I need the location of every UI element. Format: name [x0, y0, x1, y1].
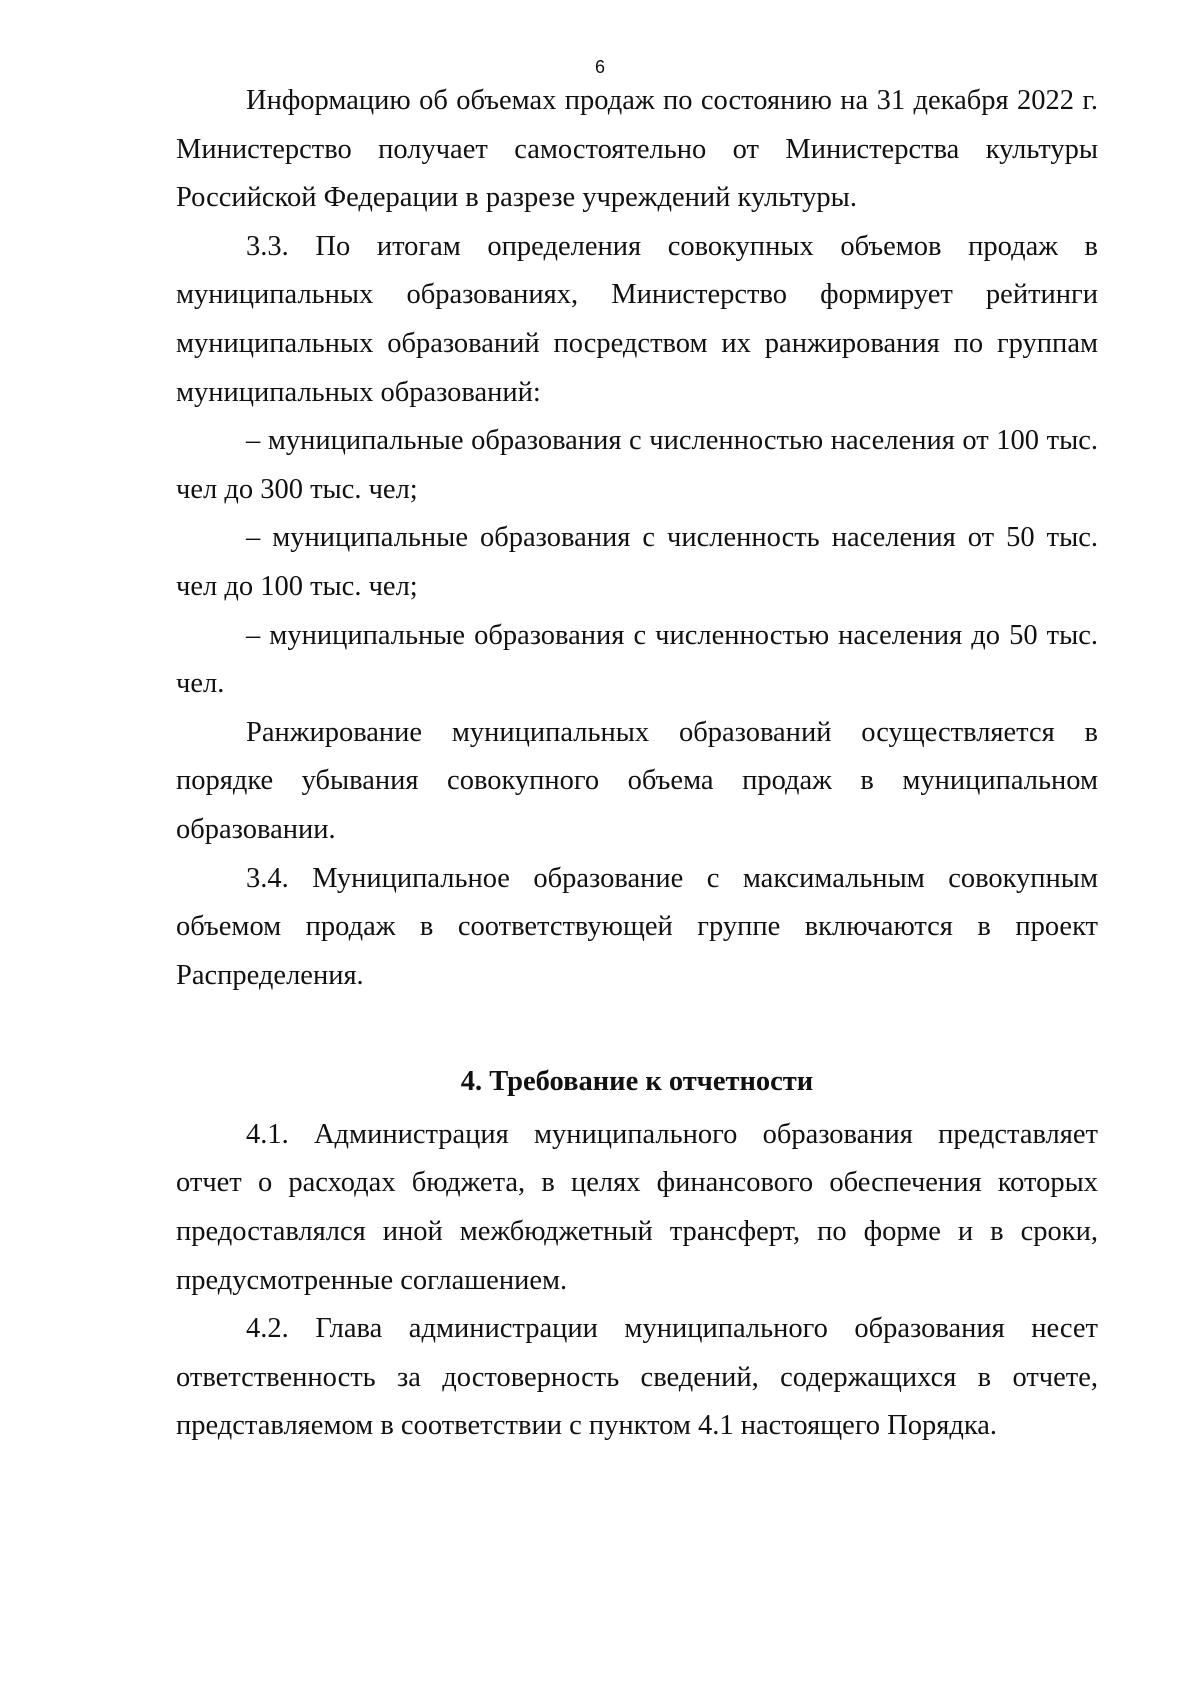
list-item-group-50-100: – муниципальные образования с численность населения от 50 тыс. чел до 100 тыс. чел; [176, 522, 1098, 602]
section-4-heading: 4. Требование к отчетности [460, 1066, 814, 1098]
paragraph-4-1: 4.1. Администрация муниципального образования представляет отчет о расходах бюджета, в целях финансового обеспечения которых предоставлялся иной межбюджетный трансферт, по форме и в сроки, предусмотренные соглашением. [176, 1118, 1098, 1296]
paragraph-ranking: Ранжирование муниципальных образований осуществляется в порядке убывания совокупного объема продаж в муниципальном образовании. [176, 716, 1098, 845]
page-number: 6 [594, 57, 605, 77]
paragraph-3-3: 3.3. По итогам определения совокупных объемов продаж в муниципальных образованиях, Министерство формирует рейтинги муниципальных образований посредством их ранжирования по группам муниципальных образований: [176, 230, 1098, 408]
document-body [176, 77, 1098, 1451]
list-item-group-100-300: – муниципальные образования с численностью населения от 100 тыс. чел до 300 тыс. чел; [176, 425, 1098, 505]
paragraph-sales-info: Информацию об объемах продаж по состоянию на 31 декабря 2022 г. Министерство получает самостоятельно от Министерства культуры Российской Федерации в разрезе учреждений культуры. [176, 85, 1098, 214]
list-item-group-under-50: – муниципальные образования с численностью населения до 50 тыс. чел. [176, 619, 1098, 700]
paragraph-3-4: 3.4. Муниципальное образование с максимальным совокупным объемом продаж в соответствующей группе включаются в проект Распределения. [176, 862, 1098, 991]
paragraph-4-2: 4.2. Глава администрации муниципального образования несет ответственность за достоверность сведений, содержащихся в отчете, представляемом в соответствии с пунктом 4.1 настоящего Порядка. [176, 1313, 1098, 1442]
